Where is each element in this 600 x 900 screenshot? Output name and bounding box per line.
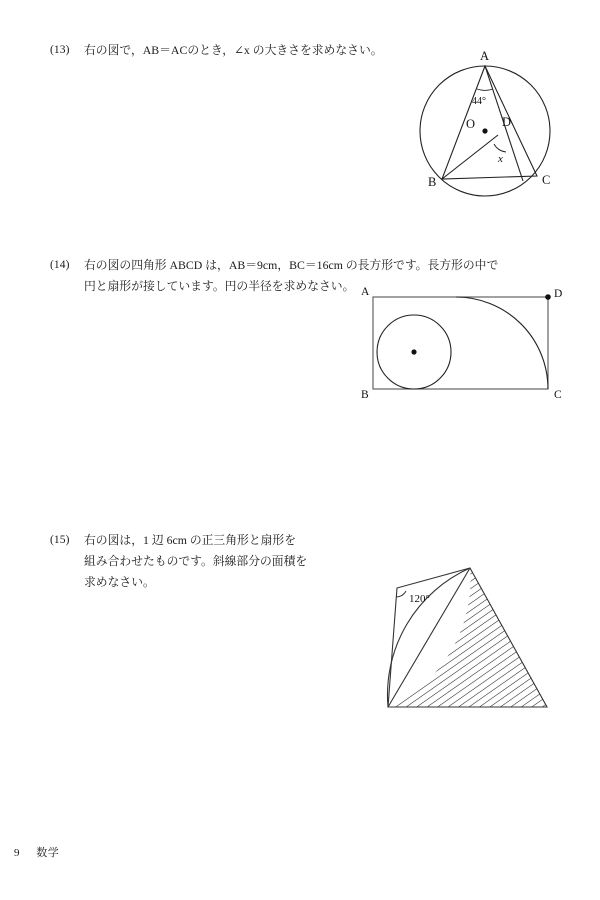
circle-center-dot (411, 349, 416, 354)
sector-arc (456, 297, 548, 389)
problem-15-line-1: 右の図は，1 辺 6cm の正三角形と扇形を (84, 533, 297, 547)
hatched-region (375, 560, 565, 720)
angle-arc-x (494, 144, 506, 152)
footer-subject: 数学 (36, 847, 60, 859)
rectangle-abcd (373, 297, 548, 389)
label-b: B (361, 389, 369, 401)
center-point-o (482, 128, 487, 133)
page-footer (14, 844, 59, 860)
problem-13-text (84, 40, 383, 61)
label-angle-44: 44° (472, 96, 486, 107)
label-angle-x: x (498, 153, 503, 165)
problem-15-text (84, 530, 307, 593)
problem-14-line-1: 右の図の四角形 ABCD は，AB＝9cm，BC＝16cm の長方形です。長方形の中で (84, 258, 499, 272)
footer-page-number: 9 (14, 847, 20, 859)
problem-15-line-2: 組み合わせたものです。斜線部分の面積を (84, 554, 308, 568)
label-b: B (428, 175, 437, 189)
figure-14-rectangle-circle-sector (358, 288, 568, 403)
label-o: O (466, 117, 476, 131)
sector-center-dot-d (545, 294, 551, 300)
problem-15-line-3: 求めなさい。 (84, 575, 155, 589)
triangle-abc (442, 66, 537, 179)
problem-13-line-1: 右の図で，AB＝ACのとき，∠x の大きさを求めなさい。 (84, 43, 383, 57)
problem-13-number: (13) (50, 44, 70, 56)
problem-14-line-2: 円と扇形が接しています。円の半径を求めなさい。 (84, 279, 355, 293)
label-a: A (361, 286, 370, 298)
label-c: C (542, 173, 551, 187)
label-angle-120: 120° (409, 593, 430, 605)
problem-15-number: (15) (50, 534, 70, 546)
label-c: C (554, 389, 562, 401)
figure-13-circle-inscribed-triangle (420, 48, 585, 203)
label-d: D (554, 288, 563, 300)
problem-14-number: (14) (50, 259, 70, 271)
figure-15-triangle-sector-hatched (375, 560, 565, 720)
label-a: A (480, 49, 490, 63)
angle-arc-120 (396, 591, 406, 597)
angle-arc-at-a (477, 89, 493, 90)
label-d: D (502, 115, 512, 129)
